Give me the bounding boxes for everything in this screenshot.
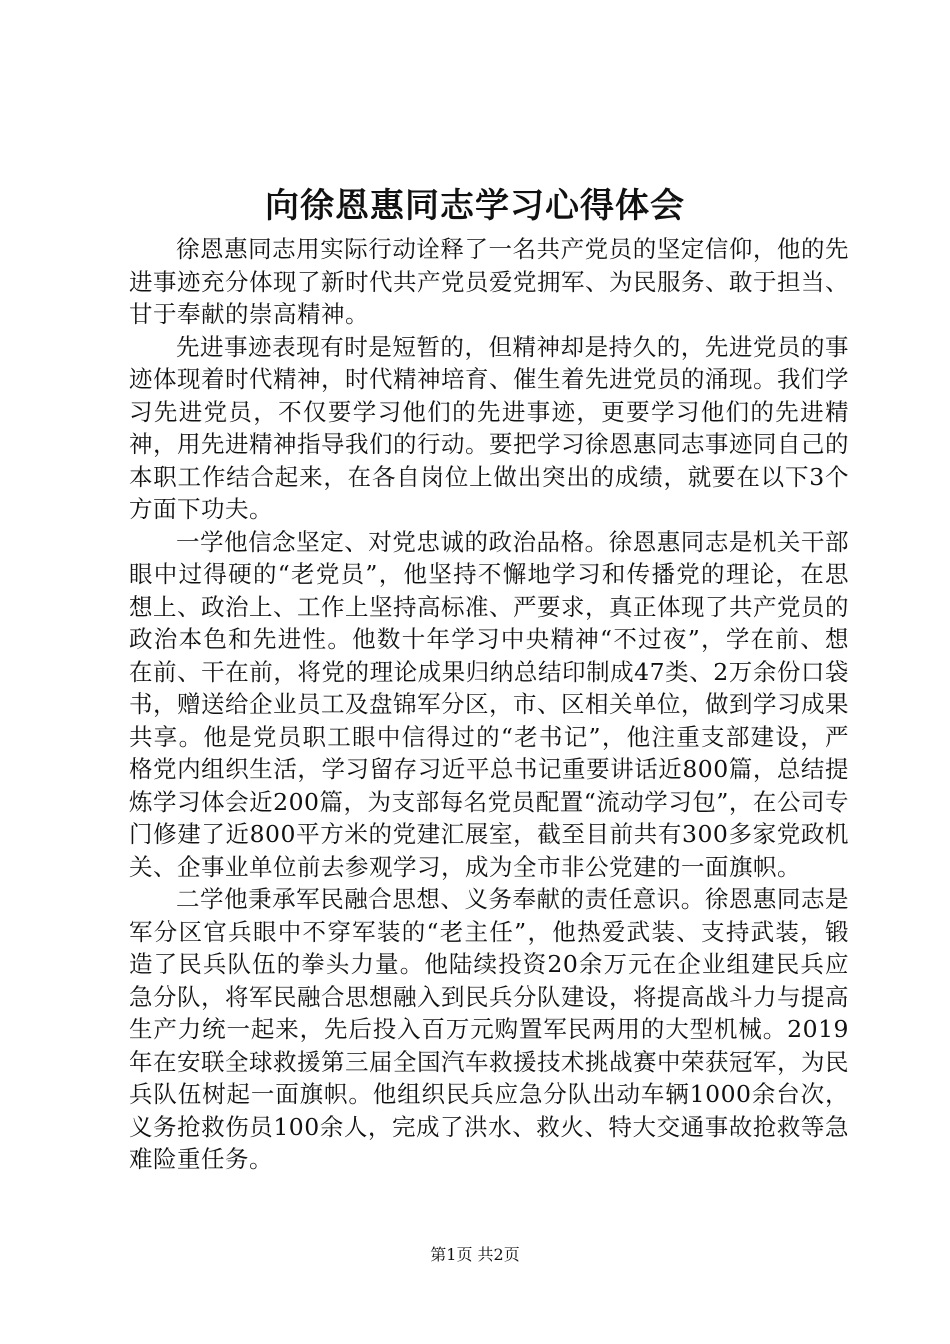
paragraph-intro: 徐恩惠同志用实际行动诠释了一名共产党员的坚定信仰，他的先进事迹充分体现了新时代共产党员爱党拥军、为民服务、敢于担当、甘于奉献的崇高精神。 xyxy=(129,235,849,328)
page-number-footer: 第1页 共2页 xyxy=(430,1245,520,1264)
paragraph-first-lesson: 一学他信念坚定、对党忠诚的政治品格。徐恩惠同志是机关干部眼中过得硬的“老党员”，他坚持不懈地学习和传播党的理论，在思想上、政治上、工作上坚持高标准、严要求，真正体现了共产党员的政治本色和先进性。他数十年学习中央精神“不过夜”，学在前、想在前、干在前，将党的理论成果归纳总结印制成47类、2万余份口袋书，赠送给企业员工及盘锦军分区，市、区相关单位，做到学习成果共享。他是党员职工眼中信得过的“老书记”，他注重支部建设，严格党内组织生活，学习留存习近平总书记重要讲话近800篇，总结提炼学习体会近200篇，为支部每名党员配置“流动学习包”，在公司专门修建了近800平方米的党建汇展室，截至目前共有300多家党政机关、企事业单位前去参观学习，成为全市非公党建的一面旗帜。 xyxy=(129,527,849,881)
paragraph-spirit: 先进事迹表现有时是短暂的，但精神却是持久的，先进党员的事迹体现着时代精神，时代精神培育、催生着先进党员的涌现。我们学习先进党员，不仅要学习他们的先进事迹，更要学习他们的先进精神，用先进精神指导我们的行动。要把学习徐恩惠同志事迹同自己的本职工作结合起来，在各自岗位上做出突出的成绩，就要在以下3个方面下功夫。 xyxy=(129,332,849,523)
document-title: 向徐恩惠同志学习心得体会 xyxy=(265,186,685,226)
document-body xyxy=(129,233,849,1176)
paragraph-second-lesson: 二学他秉承军民融合思想、义务奉献的责任意识。徐恩惠同志是军分区官兵眼中不穿军装的“老主任”，他热爱武装、支持武装，锻造了民兵队伍的拳头力量。他陆续投资20余万元在企业组建民兵应急分队，将军民融合思想融入到民兵分队建设，将提高战斗力与提高生产力统一起来，先后投入百万元购置军民两用的大型机械。2019年在安联全球救援第三届全国汽车救援技术挑战赛中荣获冠军，为民兵队伍树起一面旗帜。他组织民兵应急分队出动车辆1000余台次，义务抢救伤员100余人，完成了洪水、救火、特大交通事故抢救等急难险重任务。 xyxy=(129,885,849,1173)
